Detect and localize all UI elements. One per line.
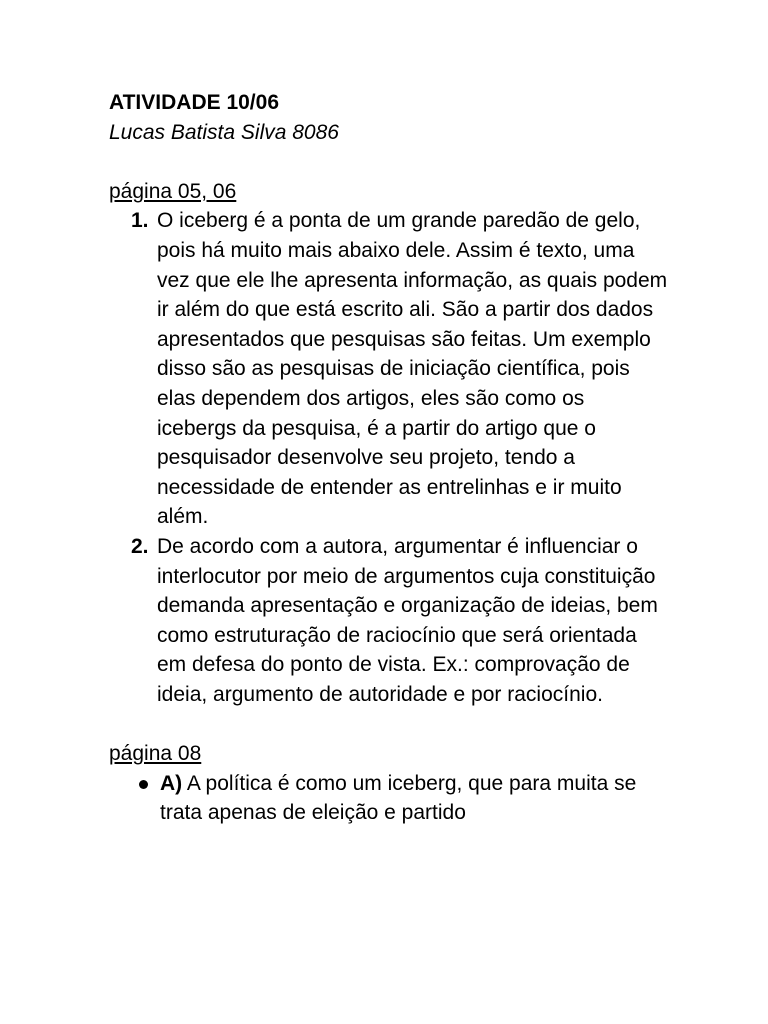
bullet-text: A política é como um iceberg, que para muita se trata apenas de eleição e partido: [160, 771, 637, 825]
bullet-icon: [139, 780, 148, 789]
blank-line: [109, 709, 669, 739]
list-item-text: O iceberg é a ponta de um grande paredão de gelo, pois há muito mais abaixo dele. Assim é texto, uma vez que ele lhe apresenta informação, as quais podem ir além do que está escrito ali. São a partir dos dados apresentados que pesquisas são feitas. Um exemplo disso são as pesquisas de iniciação científica, pois elas dependem dos artigos, eles são como os icebergs da pesquisa, é a partir do artigo que o pesquisador desenvolve seu projeto, tendo a necessidade de entender as entrelinhas e ir muito além.: [157, 209, 668, 529]
list-item-number: 1.: [131, 209, 149, 233]
section-heading-pages-05-06: página 05, 06: [109, 179, 237, 203]
bullet-list: [109, 769, 669, 828]
list-item: [109, 206, 669, 532]
document-page: [109, 88, 669, 828]
blank-line: [109, 147, 669, 177]
list-item-text: De acordo com a autora, argumentar é influenciar o interlocutor por meio de argumentos cuja constituição demanda apresentação e organização de ideias, bem como estruturação de raciocínio que será orientada em defesa do ponto de vista. Ex.: comprovação de ideia, argumento de autoridade e por raciocínio.: [157, 534, 658, 706]
document-title: ATIVIDADE 10/06: [109, 91, 279, 114]
bullet-label: A): [160, 771, 183, 795]
author-line: Lucas Batista Silva 8086: [109, 120, 339, 144]
list-item: [109, 532, 669, 710]
numbered-list: [109, 206, 669, 709]
section-heading-page-08: página 08: [109, 742, 202, 766]
bullet-item: [109, 769, 669, 828]
list-item-number: 2.: [131, 534, 149, 558]
